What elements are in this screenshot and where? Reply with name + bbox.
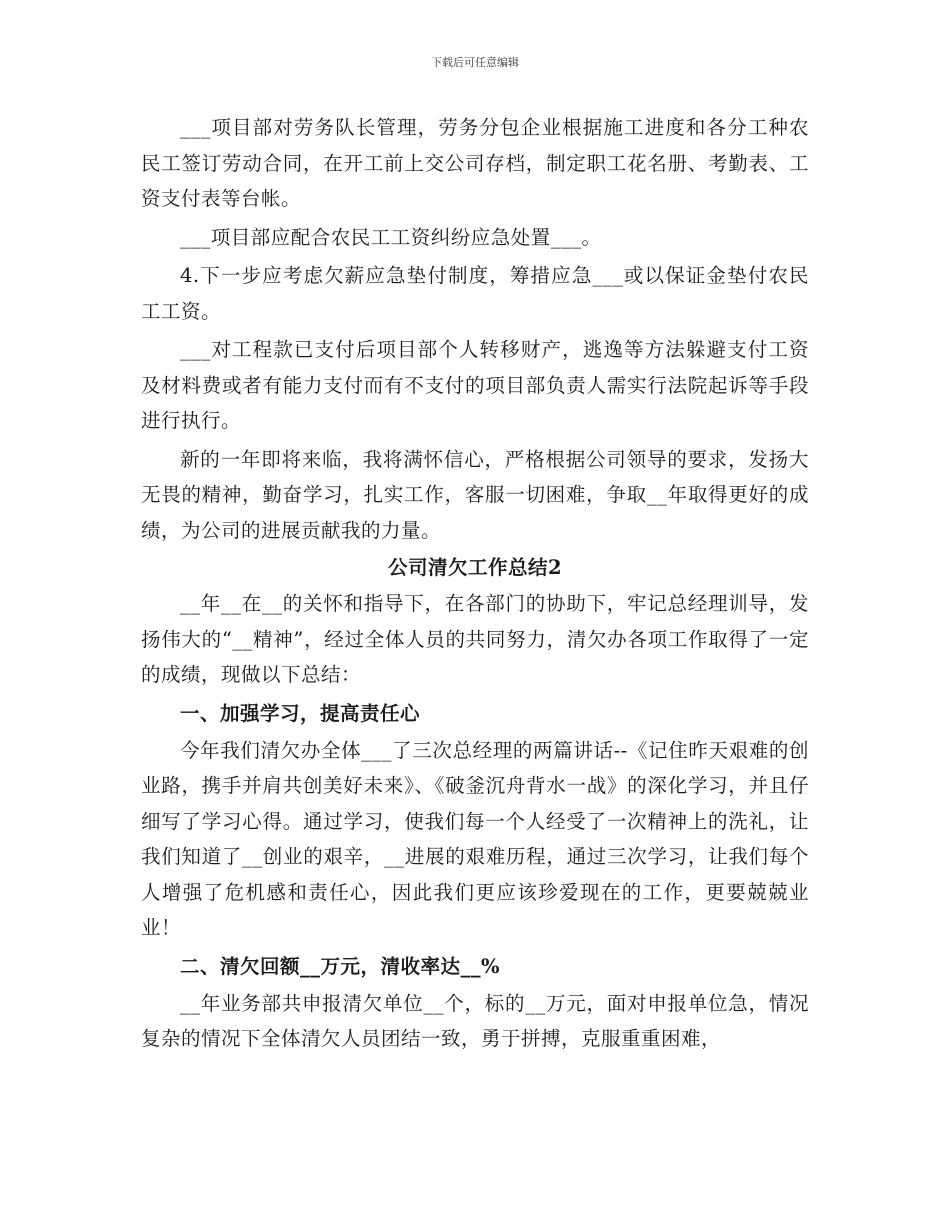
paragraph-dispute-handling: ___项目部应配合农民工工资纠纷应急处置___。 bbox=[180, 225, 602, 249]
heading-recovery: 二、清欠回额__万元，清收率达__% bbox=[180, 954, 501, 978]
paragraph-legal-action: ___对工程款已支付后项目部个人转移财产，逃逸等方法躲避支付工资及材料费或者有能力支付而有不支付的项目部负责人需实行法院起诉等手段进行执行。 bbox=[141, 338, 809, 432]
paragraph-intro: __年__在__的关怀和指导下，在各部门的协助下，牢记总经理训导，发扬伟大的“__精神”，经过全体人员的共同努力，清欠办各项工作取得了一定的成绩，现做以下总结： bbox=[141, 592, 809, 686]
paragraph-study: 今年我们清欠办全体___了三次总经理的两篇讲话--《记住昨天艰难的创业路，携手并肩共创美好未来》、《破釜沉舟背水一战》的深化学习，并且仔细写了学习心得。通过学习，使我们每一个人经受了一次精神上的洗礼，让我们知道了__创业的艰辛，__进展的艰难历程，通过三次学习，让我们每个人增强了危机感和责任心，因此我们更应该珍爱现在的工作，更要兢兢业业！ bbox=[141, 738, 809, 939]
heading-study: 一、加强学习，提高责任心 bbox=[180, 701, 421, 725]
paragraph-recovery: __年业务部共申报清欠单位__个，标的__万元，面对申报单位急，情况复杂的情况下全体清欠人员团结一致，勇于拼搏，克服重重困难， bbox=[141, 991, 809, 1050]
section-title: 公司清欠工作总结2 bbox=[387, 556, 563, 579]
paragraph-labor-management: ___项目部对劳务队长管理，劳务分包企业根据施工进度和各分工种农民工签订劳动合同，在开工前上交公司存档，制定职工花名册、考勤表、工资支付表等台帐。 bbox=[141, 116, 809, 210]
page-header: 下载后可任意编辑 bbox=[431, 56, 519, 69]
paragraph-new-year: 新的一年即将来临，我将满怀信心，严格根据公司领导的要求，发扬大无畏的精神，勤奋学习，扎实工作，客服一切困难，争取__年取得更好的成绩，为公司的进展贡献我的力量。 bbox=[141, 447, 809, 542]
paragraph-emergency-advance: 4.下一步应考虑欠薪应急垫付制度，筹措应急___或以保证金垫付农民工工资。 bbox=[141, 264, 809, 323]
document-body bbox=[141, 110, 809, 1057]
